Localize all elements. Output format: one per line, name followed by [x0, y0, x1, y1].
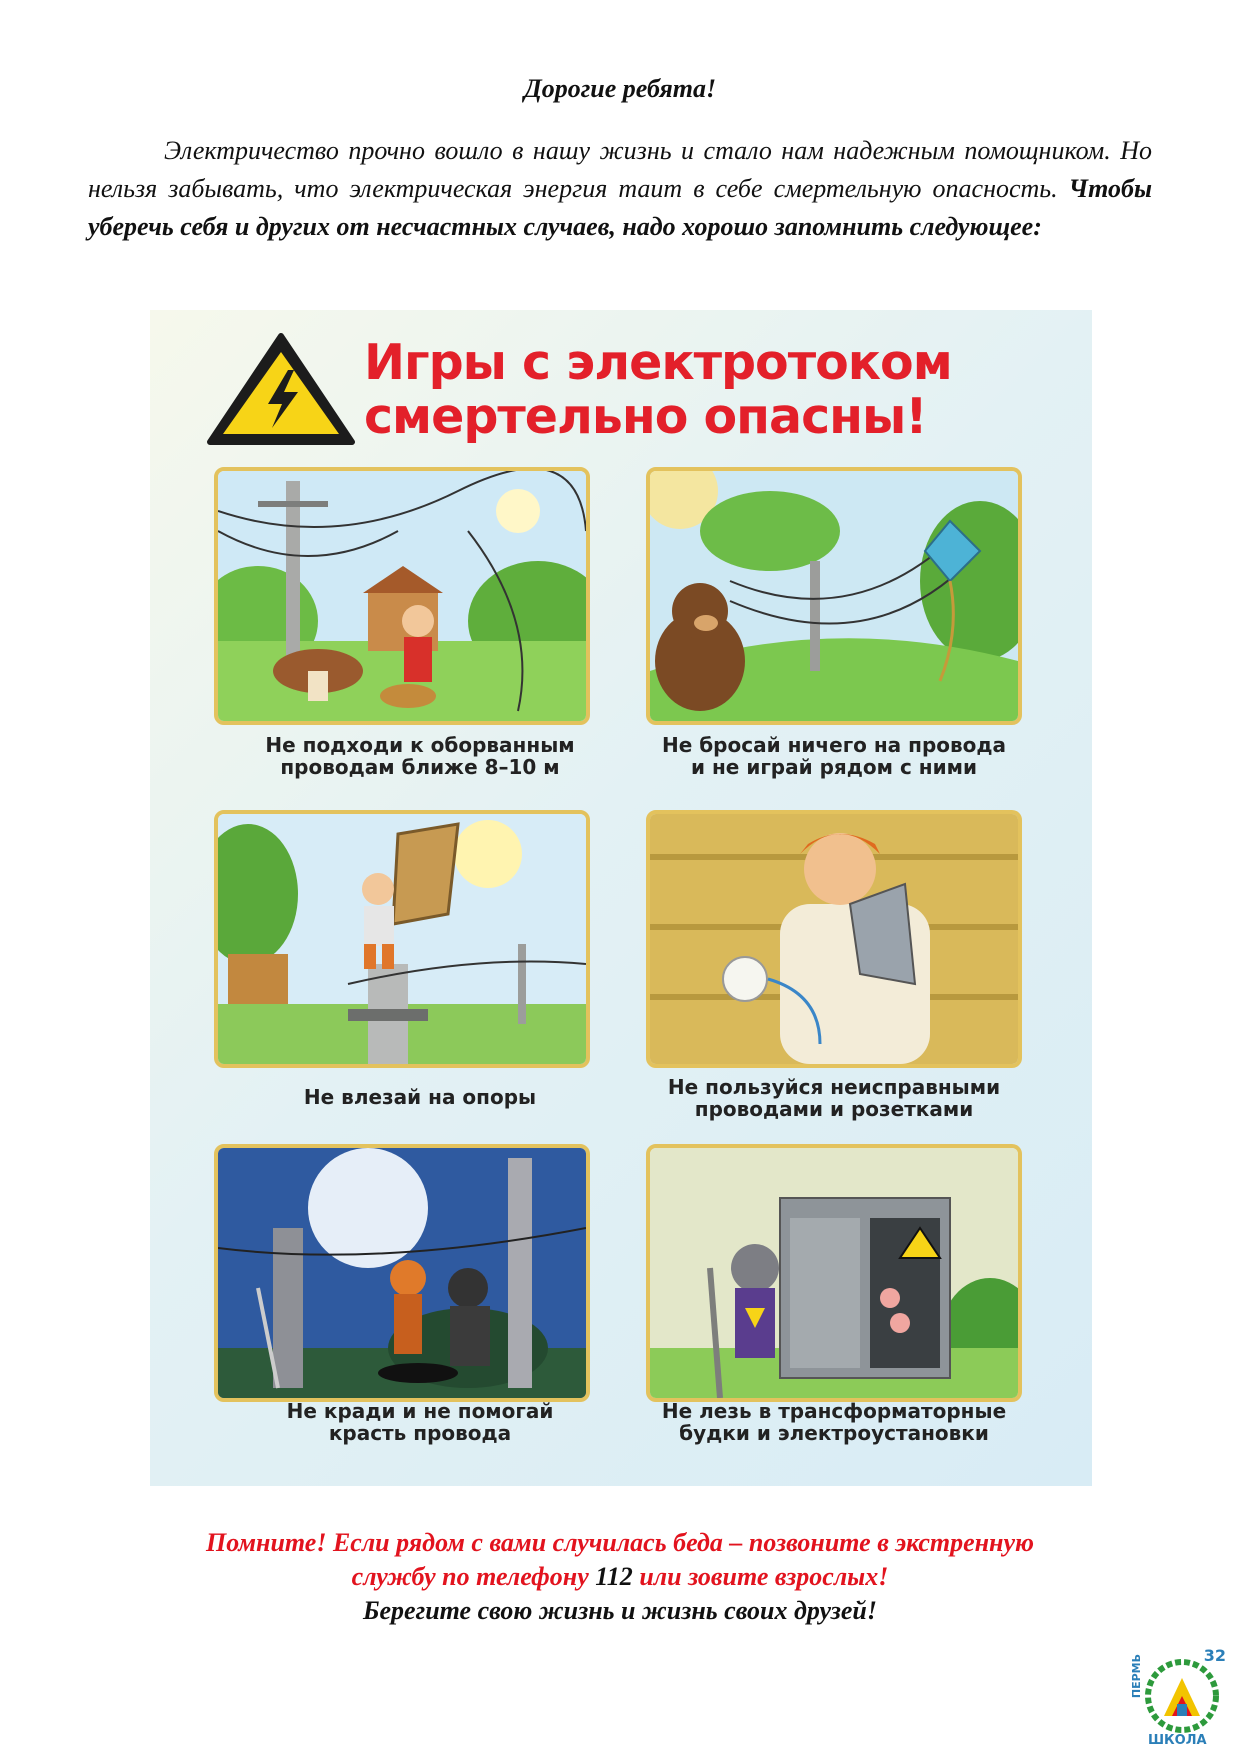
- caption-6: [624, 1400, 1044, 1444]
- intro-bold-text: Чтобы уберечь себя и других от несчастных случаев, надо хорошо запомнить следующее:: [88, 174, 1152, 241]
- footer-line2-part1: службу по телефону: [351, 1562, 596, 1591]
- caption-5: [210, 1400, 630, 1444]
- poster-title-line1: Игры с электротоком: [364, 334, 952, 391]
- caption-6-line2: будки и электроустановки: [679, 1421, 989, 1445]
- logo-school: ШКОЛА: [1148, 1733, 1207, 1748]
- footer-line3: Берегите свою жизнь и жизнь своих друзей!: [363, 1596, 877, 1625]
- caption-5-line2: красть провода: [328, 1421, 512, 1445]
- illustration-broken-wires: [214, 467, 590, 725]
- logo-city: ПЕРМЬ: [1130, 1654, 1143, 1699]
- caption-2: [624, 734, 1044, 778]
- school-logo: [1130, 1644, 1230, 1748]
- caption-4: [624, 1076, 1044, 1120]
- caption-2-line2: и не играй рядом с ними: [691, 755, 977, 779]
- safety-poster: [150, 310, 1092, 1486]
- poster-title-line2: смертельно опасны!: [364, 388, 927, 445]
- illustration-stealing-wires: [214, 1144, 590, 1402]
- footer-line2-part2: или зовите взрослых!: [632, 1562, 889, 1591]
- caption-1-line2: проводам ближе 8–10 м: [280, 755, 560, 779]
- illustration-transformer-booth: [646, 1144, 1022, 1402]
- caption-6-line1: Не лезь в трансформаторные: [661, 1399, 1007, 1423]
- illustration-kite-on-wires: [646, 467, 1022, 725]
- caption-3: [210, 1086, 630, 1108]
- illustration-climbing-pole: [214, 810, 590, 1068]
- caption-4-line1: Не пользуйся неисправными: [667, 1075, 1001, 1099]
- footer-line1: Помните! Если рядом с вами случилась беда – позвоните в экстренную: [205, 1528, 1035, 1557]
- caption-4-line2: проводами и розетками: [694, 1097, 974, 1121]
- caption-3-line1: Не влезай на опоры: [303, 1085, 537, 1109]
- caption-1: [210, 734, 630, 778]
- illustration-faulty-iron: [646, 810, 1022, 1068]
- caption-5-line1: Не кради и не помогай: [286, 1399, 554, 1423]
- poster-title: [364, 336, 1064, 444]
- school-emblem-icon: [1144, 1658, 1220, 1734]
- footer-line2: [0, 1560, 1240, 1594]
- logo-number: 32: [1203, 1646, 1226, 1665]
- intro-text: Электричество прочно вошло в нашу жизнь и стало нам надежным помощником. Но нельзя забывать, что электрическая энергия таит в себе смертельную опасность.: [88, 136, 1152, 203]
- footer-warning: [0, 1526, 1240, 1628]
- emergency-phone: 112: [595, 1562, 633, 1591]
- high-voltage-warning-icon: [206, 332, 356, 447]
- caption-2-line1: Не бросай ничего на провода: [661, 733, 1007, 757]
- caption-1-line1: Не подходи к оборванным: [265, 733, 575, 757]
- intro-paragraph: [88, 132, 1152, 246]
- page-heading: Дорогие ребята!: [523, 74, 717, 103]
